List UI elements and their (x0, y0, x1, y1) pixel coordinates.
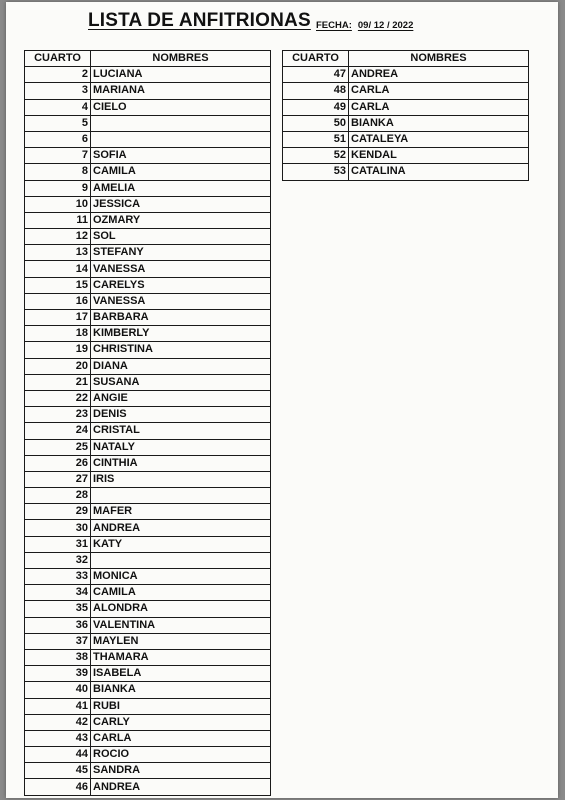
hostess-name-cell: ALONDRA (91, 601, 271, 617)
room-number-cell: 2 (25, 67, 91, 83)
room-number-cell: 40 (25, 682, 91, 698)
date-label: FECHA: (316, 20, 352, 31)
hostess-name-cell: ANDREA (91, 520, 271, 536)
column-header-names: NOMBRES (91, 51, 271, 67)
room-number-cell: 11 (25, 212, 91, 228)
room-number-cell: 30 (25, 520, 91, 536)
room-number-cell: 42 (25, 714, 91, 730)
table-row (25, 439, 271, 455)
table-header-row (25, 51, 271, 67)
hostess-name-cell: ANDREA (349, 67, 529, 83)
room-number-cell: 41 (25, 698, 91, 714)
room-number-cell: 6 (25, 131, 91, 147)
table-header-row (283, 51, 529, 67)
table-row (25, 374, 271, 390)
table-row (25, 115, 271, 131)
room-number-cell: 12 (25, 229, 91, 245)
room-number-cell: 32 (25, 552, 91, 568)
table-row (283, 99, 529, 115)
hostess-name-cell (91, 488, 271, 504)
room-number-cell: 53 (283, 164, 349, 180)
hostess-name-cell: ANGIE (91, 390, 271, 406)
hostess-name-cell: CARELYS (91, 277, 271, 293)
table-row (283, 164, 529, 180)
hostess-name-cell: DIANA (91, 358, 271, 374)
table-row (283, 67, 529, 83)
table-row (25, 779, 271, 795)
room-number-cell: 37 (25, 633, 91, 649)
room-number-cell: 52 (283, 148, 349, 164)
hostess-name-cell: CATALEYA (349, 131, 529, 147)
table-row (25, 649, 271, 665)
table-row (25, 633, 271, 649)
table-row (25, 552, 271, 568)
table-row (25, 471, 271, 487)
hostess-name-cell: KIMBERLY (91, 326, 271, 342)
table-row (25, 180, 271, 196)
table-body-left (25, 67, 271, 795)
hostess-name-cell: SOFIA (91, 148, 271, 164)
room-number-cell: 18 (25, 326, 91, 342)
room-number-cell: 29 (25, 504, 91, 520)
room-number-cell: 39 (25, 666, 91, 682)
hostess-name-cell: ANDREA (91, 779, 271, 795)
table-row (25, 326, 271, 342)
hostess-name-cell: IRIS (91, 471, 271, 487)
table-row (25, 730, 271, 746)
hostess-name-cell: CARLY (91, 714, 271, 730)
hostess-name-cell: AMELIA (91, 180, 271, 196)
hostess-name-cell (91, 552, 271, 568)
table-row (25, 666, 271, 682)
hostess-name-cell: CINTHIA (91, 455, 271, 471)
table-row (25, 747, 271, 763)
table-row (25, 310, 271, 326)
hostess-name-cell: VANESSA (91, 293, 271, 309)
table-row (25, 229, 271, 245)
table-row (25, 714, 271, 730)
column-header-room: CUARTO (25, 51, 91, 67)
room-number-cell: 51 (283, 131, 349, 147)
hostess-name-cell: DENIS (91, 407, 271, 423)
hostess-name-cell (91, 115, 271, 131)
table-row (25, 164, 271, 180)
room-number-cell: 21 (25, 374, 91, 390)
room-number-cell: 8 (25, 164, 91, 180)
room-number-cell: 13 (25, 245, 91, 261)
room-number-cell: 36 (25, 617, 91, 633)
hostess-name-cell: MAFER (91, 504, 271, 520)
hostess-name-cell: RUBI (91, 698, 271, 714)
table-row (25, 569, 271, 585)
room-number-cell: 38 (25, 649, 91, 665)
room-number-cell: 49 (283, 99, 349, 115)
table-row (25, 520, 271, 536)
hostess-name-cell: ROCIO (91, 747, 271, 763)
room-number-cell: 45 (25, 763, 91, 779)
hostess-name-cell: LUCIANA (91, 67, 271, 83)
table-row (283, 115, 529, 131)
hostess-name-cell: NATALY (91, 439, 271, 455)
table-row (25, 83, 271, 99)
hostess-name-cell: CIELO (91, 99, 271, 115)
room-number-cell: 5 (25, 115, 91, 131)
room-number-cell: 44 (25, 747, 91, 763)
room-number-cell: 50 (283, 115, 349, 131)
hostess-name-cell: JESSICA (91, 196, 271, 212)
table-row (25, 682, 271, 698)
hostess-name-cell: CARLA (349, 99, 529, 115)
table-row (25, 293, 271, 309)
table-row (25, 601, 271, 617)
table-body-right (283, 67, 529, 180)
room-number-cell: 19 (25, 342, 91, 358)
column-header-names: NOMBRES (349, 51, 529, 67)
hostess-table-right (282, 50, 529, 181)
hostess-name-cell: KATY (91, 536, 271, 552)
table-row (283, 83, 529, 99)
table-row (25, 407, 271, 423)
room-number-cell: 43 (25, 730, 91, 746)
hostess-name-cell: KENDAL (349, 148, 529, 164)
room-number-cell: 31 (25, 536, 91, 552)
hostess-name-cell: SOL (91, 229, 271, 245)
table-row (25, 131, 271, 147)
table-row (25, 455, 271, 471)
hostess-name-cell: STEFANY (91, 245, 271, 261)
hostess-name-cell: THAMARA (91, 649, 271, 665)
room-number-cell: 14 (25, 261, 91, 277)
room-number-cell: 26 (25, 455, 91, 471)
table-row (25, 342, 271, 358)
table-row (283, 148, 529, 164)
room-number-cell: 25 (25, 439, 91, 455)
hostess-table-left (24, 50, 271, 796)
hostess-name-cell: CAMILA (91, 164, 271, 180)
table-row (25, 261, 271, 277)
room-number-cell: 48 (283, 83, 349, 99)
room-number-cell: 28 (25, 488, 91, 504)
room-number-cell: 20 (25, 358, 91, 374)
table-row (25, 698, 271, 714)
room-number-cell: 15 (25, 277, 91, 293)
hostess-name-cell: BIANKA (91, 682, 271, 698)
hostess-name-cell: CHRISTINA (91, 342, 271, 358)
hostess-name-cell: MARIANA (91, 83, 271, 99)
room-number-cell: 3 (25, 83, 91, 99)
table-row (25, 358, 271, 374)
table-row (283, 131, 529, 147)
hostess-name-cell: CAMILA (91, 585, 271, 601)
table-row (25, 196, 271, 212)
date-line (316, 20, 419, 31)
hostess-name-cell: SANDRA (91, 763, 271, 779)
room-number-cell: 10 (25, 196, 91, 212)
table-row (25, 212, 271, 228)
table-row (25, 277, 271, 293)
hostess-name-cell: OZMARY (91, 212, 271, 228)
hostess-name-cell: CRISTAL (91, 423, 271, 439)
table-row (25, 488, 271, 504)
document-sheet (6, 2, 558, 798)
column-header-room: CUARTO (283, 51, 349, 67)
hostess-name-cell: MAYLEN (91, 633, 271, 649)
table-row (25, 67, 271, 83)
hostess-name-cell: CATALINA (349, 164, 529, 180)
hostess-name-cell (91, 131, 271, 147)
hostess-name-cell: ISABELA (91, 666, 271, 682)
hostess-name-cell: VALENTINA (91, 617, 271, 633)
table-row (25, 390, 271, 406)
room-number-cell: 34 (25, 585, 91, 601)
room-number-cell: 22 (25, 390, 91, 406)
hostess-name-cell: VANESSA (91, 261, 271, 277)
room-number-cell: 46 (25, 779, 91, 795)
room-number-cell: 24 (25, 423, 91, 439)
table-row (25, 617, 271, 633)
room-number-cell: 27 (25, 471, 91, 487)
table-row (25, 585, 271, 601)
hostess-name-cell: SUSANA (91, 374, 271, 390)
room-number-cell: 23 (25, 407, 91, 423)
date-value: 09/ 12 / 2022 (357, 20, 414, 31)
table-row (25, 148, 271, 164)
hostess-name-cell: BIANKA (349, 115, 529, 131)
room-number-cell: 17 (25, 310, 91, 326)
hostess-name-cell: CARLA (91, 730, 271, 746)
hostess-name-cell: BARBARA (91, 310, 271, 326)
table-row (25, 245, 271, 261)
table-row (25, 536, 271, 552)
room-number-cell: 7 (25, 148, 91, 164)
room-number-cell: 47 (283, 67, 349, 83)
table-row (25, 99, 271, 115)
room-number-cell: 16 (25, 293, 91, 309)
room-number-cell: 4 (25, 99, 91, 115)
table-row (25, 423, 271, 439)
table-row (25, 763, 271, 779)
room-number-cell: 33 (25, 569, 91, 585)
room-number-cell: 9 (25, 180, 91, 196)
table-row (25, 504, 271, 520)
room-number-cell: 35 (25, 601, 91, 617)
hostess-name-cell: CARLA (349, 83, 529, 99)
hostess-name-cell: MONICA (91, 569, 271, 585)
page-title: LISTA DE ANFITRIONAS (88, 10, 311, 31)
